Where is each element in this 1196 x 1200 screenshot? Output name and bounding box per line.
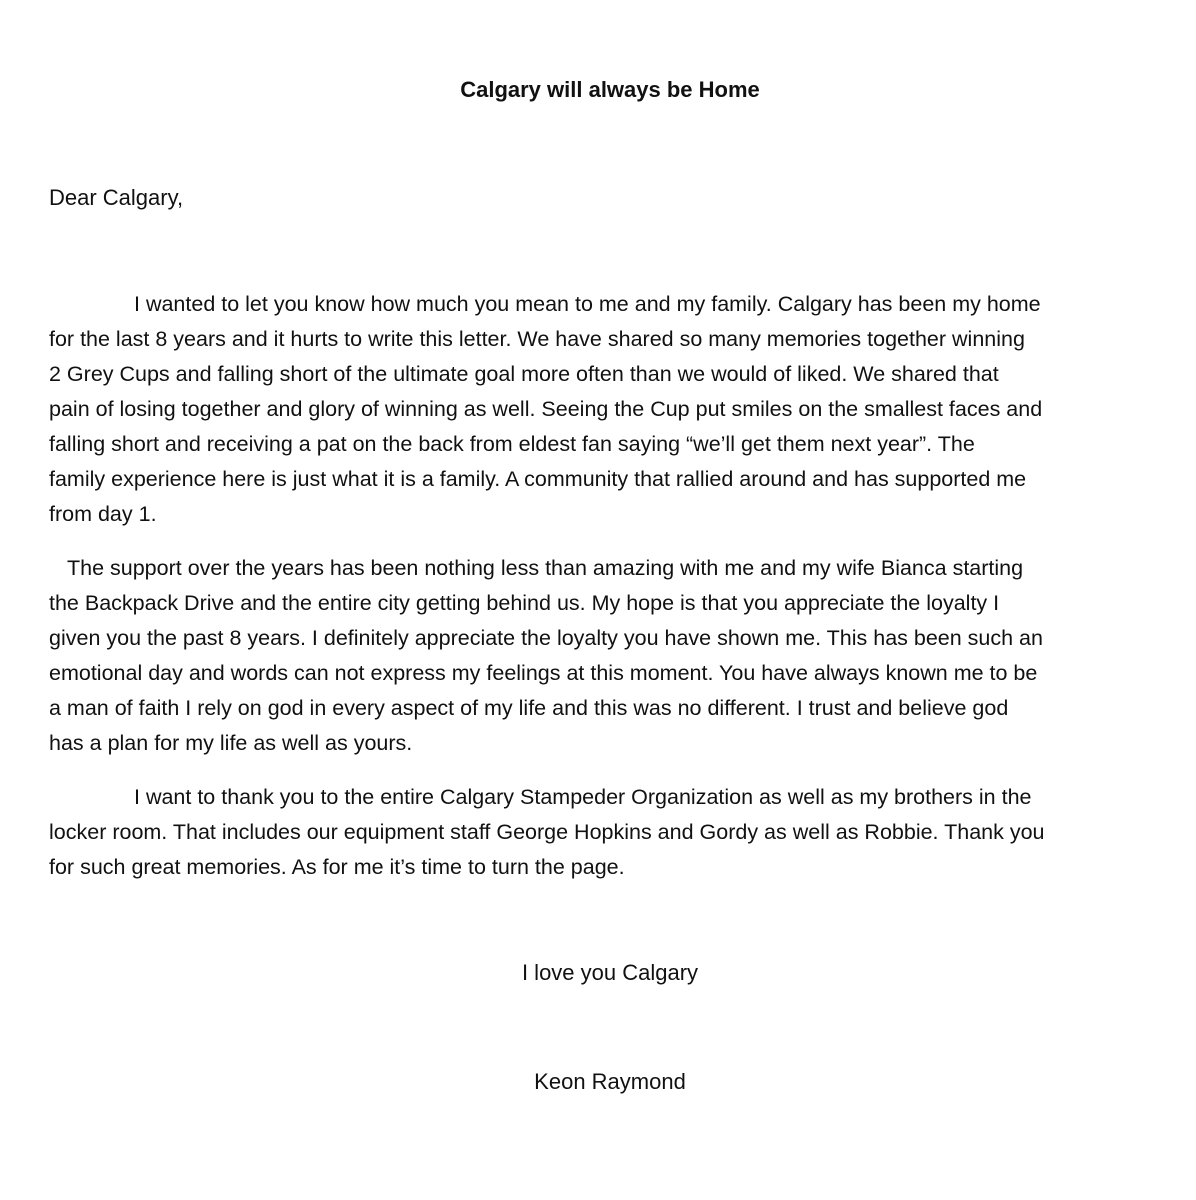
paragraph-line: The support over the years has been nothing less than amazing with me and my wife Bianca starting xyxy=(67,556,1024,580)
paragraph-line: from day 1. xyxy=(49,502,157,526)
paragraph-line: I want to thank you to the entire Calgary Stampeder Organization as well as my brothers in the xyxy=(134,785,1032,809)
paragraph-line: given you the past 8 years. I definitely appreciate the loyalty you have shown me. This has been such an xyxy=(49,626,1043,650)
signature: Keon Raymond xyxy=(534,1069,686,1094)
paragraph-line: falling short and receiving a pat on the back from eldest fan saying “we’ll get them next year”. The xyxy=(49,432,975,456)
paragraph-line: locker room. That includes our equipment staff George Hopkins and Gordy as well as Robbie. Thank you xyxy=(49,820,1045,844)
salutation: Dear Calgary, xyxy=(49,185,184,210)
paragraph-line: family experience here is just what it is a family. A community that rallied around and has supported me xyxy=(49,467,1027,491)
paragraph-line: emotional day and words can not express my feelings at this moment. You have always known me to be xyxy=(49,661,1038,685)
letter-title: Calgary will always be Home xyxy=(460,77,760,102)
paragraph-line: pain of losing together and glory of winning as well. Seeing the Cup put smiles on the smallest faces and xyxy=(49,397,1043,421)
paragraph-line: the Backpack Drive and the entire city getting behind us. My hope is that you appreciate the loyalty I xyxy=(49,591,1000,615)
paragraph-line: for such great memories. As for me it’s time to turn the page. xyxy=(49,855,625,879)
paragraph-line: I wanted to let you know how much you mean to me and my family. Calgary has been my home xyxy=(134,292,1041,316)
paragraph-line: a man of faith I rely on god in every aspect of my life and this was no different. I trust and believe god xyxy=(49,696,1009,720)
paragraph-line: has a plan for my life as well as yours. xyxy=(49,731,413,755)
paragraph-line: 2 Grey Cups and falling short of the ultimate goal more often than we would of liked. We shared that xyxy=(49,362,999,386)
closing-line: I love you Calgary xyxy=(521,960,699,985)
paragraph-line: for the last 8 years and it hurts to write this letter. We have shared so many memories together winning xyxy=(49,327,1025,351)
